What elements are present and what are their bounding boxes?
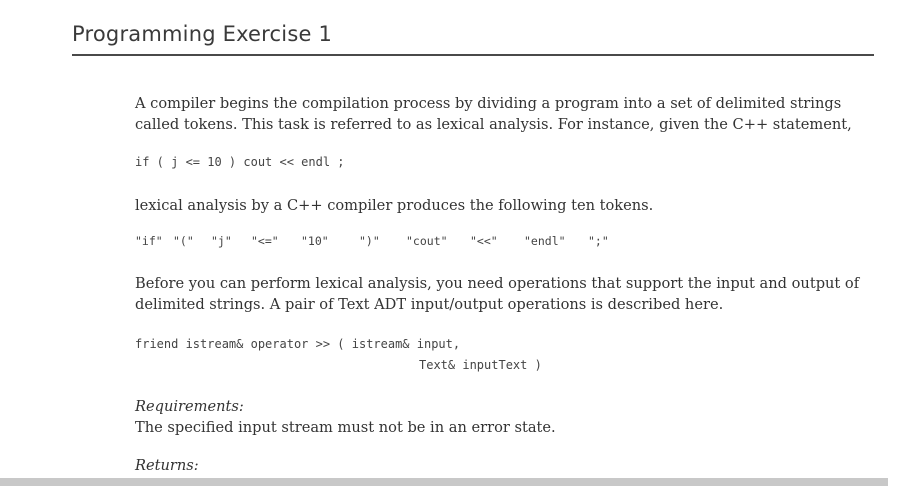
tokens-intro-paragraph: lexical analysis by a C++ compiler produces the following ten tokens. [135, 197, 654, 214]
token-item: "<<" [470, 234, 498, 248]
requirements-text: The specified input stream must not be in an error state. [135, 419, 556, 436]
returns-label: Returns: [135, 457, 199, 474]
statement-code: if ( j <= 10 ) cout << endl ; [135, 155, 345, 169]
token-item: "10" [301, 234, 329, 248]
token-item: "endl" [524, 234, 566, 248]
token-list [135, 234, 628, 248]
token-item: ")" [359, 234, 380, 248]
token-item: "cout" [406, 234, 448, 248]
exercise-heading: Programming Exercise 1 [72, 22, 333, 46]
operations-paragraph: Before you can perform lexical analysis, you need operations that support the input and output of delimited strings. A pair of Text ADT input/output operations is described here. [135, 275, 860, 313]
signature-line-1: friend istream& operator >> ( istream& input, [135, 337, 461, 351]
heading-divider [72, 54, 874, 56]
requirements-label: Requirements: [135, 398, 244, 415]
token-item: "if" [135, 234, 163, 248]
bottom-scroll-bar[interactable] [0, 478, 888, 486]
token-item: "j" [211, 234, 232, 248]
token-item: "(" [173, 234, 194, 248]
signature-line-2: Text& inputText ) [419, 358, 542, 372]
intro-paragraph: A compiler begins the compilation process by dividing a program into a set of delimited strings called tokens. This task is referred to as lexical analysis. For instance, given the C++ statement, [135, 95, 852, 133]
token-item: "<=" [251, 234, 279, 248]
token-item: ";" [588, 234, 609, 248]
